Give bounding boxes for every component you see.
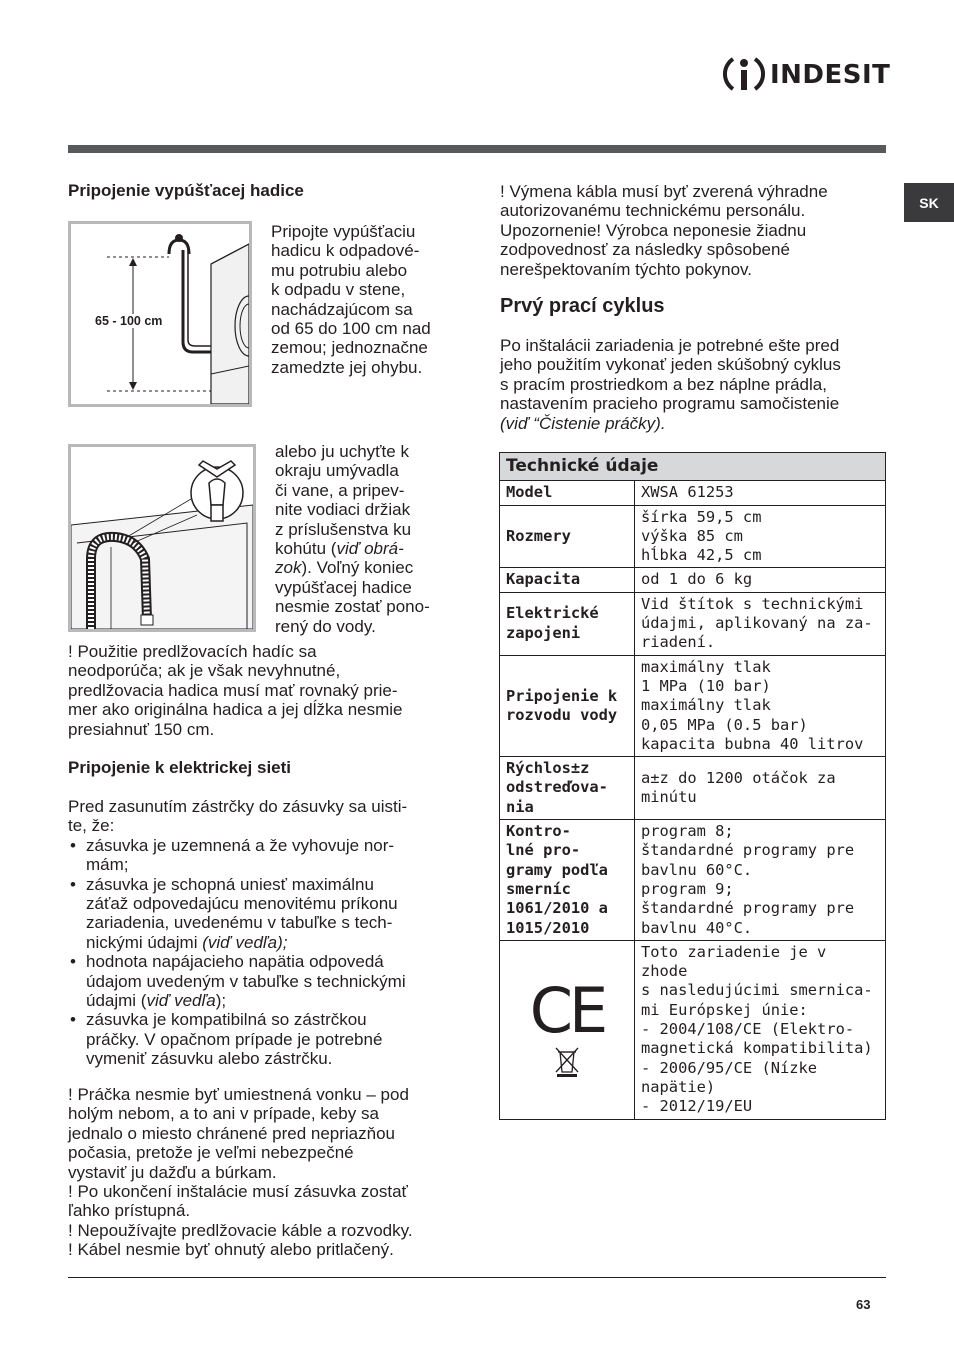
key-line: Kontro- (506, 822, 571, 841)
value-line: program 9; (641, 879, 734, 898)
text-line: nachádzajúcom sa (271, 299, 413, 319)
value-line: hĺbka 42,5 cm (641, 546, 762, 565)
text-line: vymeniť zásuvku alebo zástrčku. (86, 1049, 333, 1069)
text-line (275, 539, 430, 558)
list-item (68, 836, 468, 875)
value-line: magnetická kompatibilita) (641, 1039, 873, 1058)
text-line: záťaž odpovedajúcu menovitému príkonu (86, 894, 398, 914)
table-row (500, 481, 886, 505)
text-line: nastavením pracieho programu samočistenie (500, 394, 840, 414)
row-value (635, 820, 886, 941)
table-title: Technické údaje (500, 453, 886, 481)
header-rule (68, 145, 886, 153)
text-span: ); (215, 991, 227, 1011)
text-span: kohútu ( (275, 539, 337, 559)
text-line: s pracím prostriedkom a bez náplne prádla, (500, 374, 827, 394)
text-line: • zásuvka je kompatibilná so zástrčkou (86, 1010, 367, 1030)
row-value (635, 940, 886, 1119)
page-number: 63 (856, 1297, 871, 1312)
text-line: Pripojte vypúšťaciu (271, 222, 416, 241)
hose-sink-instructions (275, 442, 430, 636)
key-line: Elektrické (506, 604, 599, 623)
hose-instructions (271, 222, 431, 377)
key-line: 1015/2010 (506, 918, 590, 937)
text-line: počasia, pretože je veľmi nebezpečné (68, 1143, 354, 1163)
figure-drain-height (68, 221, 252, 407)
text-line (86, 933, 468, 952)
text-line: jednalo o miesto chránené pred nepriazňou (68, 1123, 396, 1143)
value-line: údajmi, aplikovaný na za- (641, 614, 873, 633)
row-value (635, 757, 886, 820)
text-line: neodporúča; ak je však nevyhnutné, (68, 661, 341, 681)
value-line: 1 MPa (10 bar) (641, 676, 771, 695)
text-line (500, 414, 841, 433)
text-span: ). Voľný koniec (301, 558, 414, 578)
ce-mark-icon: CE (529, 974, 605, 1048)
figure-reference: viď obrá- (336, 539, 404, 559)
text-line: k odpadu v stene, (271, 280, 406, 300)
value-line: maximálny tlak (641, 657, 771, 676)
value-line: s nasledujúcimi smernica- (641, 981, 873, 1000)
value-line: napätie) (641, 1077, 716, 1096)
text-line: zamedzte jej ohybu. (271, 357, 423, 377)
text-line: autorizovanému technickému personálu. (500, 201, 806, 221)
value-line: maximálny tlak (641, 696, 771, 715)
text-line: zodpovednosť za následky spôsobené (500, 240, 790, 260)
row-key (500, 757, 635, 820)
table-header-row (500, 453, 886, 481)
footer-rule (68, 1277, 886, 1278)
text-line: alebo ju uchyťte k (275, 442, 409, 461)
value-line: štandardné programy pre (641, 841, 855, 860)
text-line: predlžovacia hadica musí mať rovnaký prie- (68, 680, 398, 700)
row-key: Kapacita (500, 568, 635, 592)
text-line: práčky. V opačnom prípade je potrebné (86, 1029, 383, 1049)
key-line: gramy podľa (506, 860, 608, 879)
heading-electric: Pripojenie k elektrickej sieti (68, 758, 292, 777)
brand-logo (722, 52, 891, 96)
figure-measure-label: 65 - 100 cm (95, 314, 163, 328)
value-line: výška 85 cm (641, 526, 743, 545)
table-row (500, 505, 886, 568)
safety-warnings (68, 1085, 413, 1260)
row-key (500, 820, 635, 941)
list-item (68, 952, 468, 1010)
text-line: ! Výmena kábla musí byť zverená výhradne (500, 182, 828, 201)
table-row (500, 757, 886, 820)
value-line: mi Európskej únie: (641, 1000, 808, 1019)
text-line: Upozornenie! Výrobca neponesie žiadnu (500, 220, 807, 240)
text-line: údajom uvedeným v tabuľke s technickými (86, 971, 406, 991)
text-line: zariadenia, uvedenému v tabuľke s tech- (86, 913, 393, 933)
indesit-logo-icon (722, 52, 766, 96)
text-line (275, 558, 430, 577)
text-line: • zásuvka je uzemnená a že vyhovuje nor- (86, 835, 395, 855)
cross-reference: viď vedľa (146, 991, 216, 1011)
text-line: z príslušenstva ku (275, 519, 412, 539)
value-line: šírka 59,5 cm (641, 507, 762, 526)
row-key: Rozmery (500, 505, 635, 568)
text-line: jeho použitím vykonať jeden skúšobný cyklus (500, 355, 841, 375)
value-line: riadení. (641, 633, 716, 652)
key-line: Pripojenie k (506, 686, 618, 705)
cross-reference: (viď vedľa); (202, 932, 288, 952)
table-row (500, 820, 886, 941)
table-row (500, 568, 886, 592)
row-value (635, 655, 886, 756)
text-line: ľahko prístupná. (68, 1201, 191, 1221)
text-line: okraju umývadla (275, 461, 399, 481)
heading-first-cycle: Prvý prací cyklus (500, 295, 665, 317)
extension-hose-note (68, 642, 403, 739)
text-line: mu potrubiu alebo (271, 260, 408, 280)
text-line: ! Použitie predlžovacích hadíc sa (68, 642, 317, 661)
key-line: lné pro- (506, 841, 581, 860)
value-line: kapacita bubna 40 litrov (641, 734, 864, 753)
row-value: od 1 do 6 kg (635, 568, 886, 592)
technical-data-table (499, 452, 886, 1120)
text-line: • zásuvka je schopná uniesť maximálnu (86, 874, 374, 894)
key-line: rozvodu vody (506, 705, 618, 724)
key-line: odstreďova- (506, 778, 608, 797)
text-span: údajmi ( (86, 991, 147, 1011)
table-row (500, 940, 886, 1119)
first-cycle-text (500, 336, 841, 433)
key-line: zapojeni (506, 623, 581, 642)
electric-section (68, 797, 468, 1069)
text-line: od 65 do 100 cm nad (271, 319, 431, 339)
value-line: minútu (641, 788, 697, 807)
key-line: 1061/2010 a (506, 899, 608, 918)
value-line: a±z do 1200 otáčok za (641, 768, 836, 787)
text-line: nite vodiaci držiak (275, 500, 411, 520)
text-line: presiahnuť 150 cm. (68, 719, 215, 739)
value-line: program 8; (641, 822, 734, 841)
key-line: nia (506, 797, 534, 816)
text-line: Po inštalácii zariadenia je potrebné ešte pred (500, 336, 840, 355)
text-line: holým nebom, a to ani v prípade, keby sa (68, 1104, 379, 1124)
row-key (500, 655, 635, 756)
text-line: ! Nepoužívajte predlžovacie káble a rozvodky. (68, 1220, 413, 1240)
ce-marking-cell (500, 940, 635, 1119)
row-key (500, 592, 635, 655)
cross-reference: (viď “Čistenie práčky). (500, 413, 666, 433)
row-value (635, 592, 886, 655)
key-line: smerníc (506, 879, 571, 898)
table-row (500, 592, 886, 655)
brand-wordmark: INDESIT (770, 60, 891, 90)
text-line: te, že: (68, 816, 115, 836)
text-line: nesmie zostať pono- (275, 597, 430, 617)
value-line: Vid štítok s technickými (641, 594, 864, 613)
text-line: vypúšťacej hadice (275, 577, 412, 597)
text-line: mer ako originálna hadica a jej dĺžka nesmie (68, 700, 403, 720)
text-line: hadicu k odpadové- (271, 241, 420, 261)
text-line: zemou; jednoznačne (271, 338, 428, 358)
value-line: bavlnu 60°C. (641, 860, 753, 879)
text-line: či vane, a pripev- (275, 480, 405, 500)
text-line: rený do vody. (275, 616, 376, 636)
figure-hose-on-sink (68, 444, 256, 632)
figure-reference: zok (275, 558, 302, 578)
value-line: 0,05 MPa (0.5 bar) (641, 715, 808, 734)
list-item (68, 875, 468, 953)
text-line: nerešpektovaním týchto pokynov. (500, 259, 752, 279)
row-value (635, 505, 886, 568)
value-line: - 2012/19/EU (641, 1097, 753, 1116)
key-line: Rýchlos±z (506, 759, 590, 778)
value-line: štandardné programy pre (641, 899, 855, 918)
text-line: • hodnota napájacieho napätia odpovedá (86, 952, 384, 972)
language-tab: SK (904, 183, 954, 222)
text-line: ! Kábel nesmie byť ohnutý alebo pritlačený. (68, 1240, 394, 1260)
text-line: ! Po ukončení inštalácie musí zásuvka zostať (68, 1182, 408, 1202)
weee-bin-icon (553, 1046, 581, 1078)
row-value: XWSA 61253 (635, 481, 886, 505)
value-line: bavlnu 40°C. (641, 918, 753, 937)
heading-drain-hose: Pripojenie vypúšťacej hadice (68, 181, 304, 200)
cable-replacement-note (500, 182, 828, 279)
row-key: Model (500, 481, 635, 505)
text-span: nickými údajmi (86, 932, 203, 952)
electric-checklist (68, 836, 468, 1069)
value-line: - 2004/108/CE (Elektro- (641, 1020, 855, 1039)
text-line: vystaviť ju dažďu a búrkam. (68, 1162, 277, 1182)
text-line (86, 991, 468, 1010)
list-item (68, 1010, 468, 1068)
text-line: ! Práčka nesmie byť umiestnená vonku – pod (68, 1085, 409, 1104)
text-line: Pred zasunutím zástrčky do zásuvky sa uisti- (68, 797, 408, 816)
text-line: mám; (86, 855, 129, 875)
value-line: - 2006/95/CE (Nízke (641, 1058, 818, 1077)
value-line: Toto zariadenie je v zhode (641, 942, 827, 981)
table-row (500, 655, 886, 756)
